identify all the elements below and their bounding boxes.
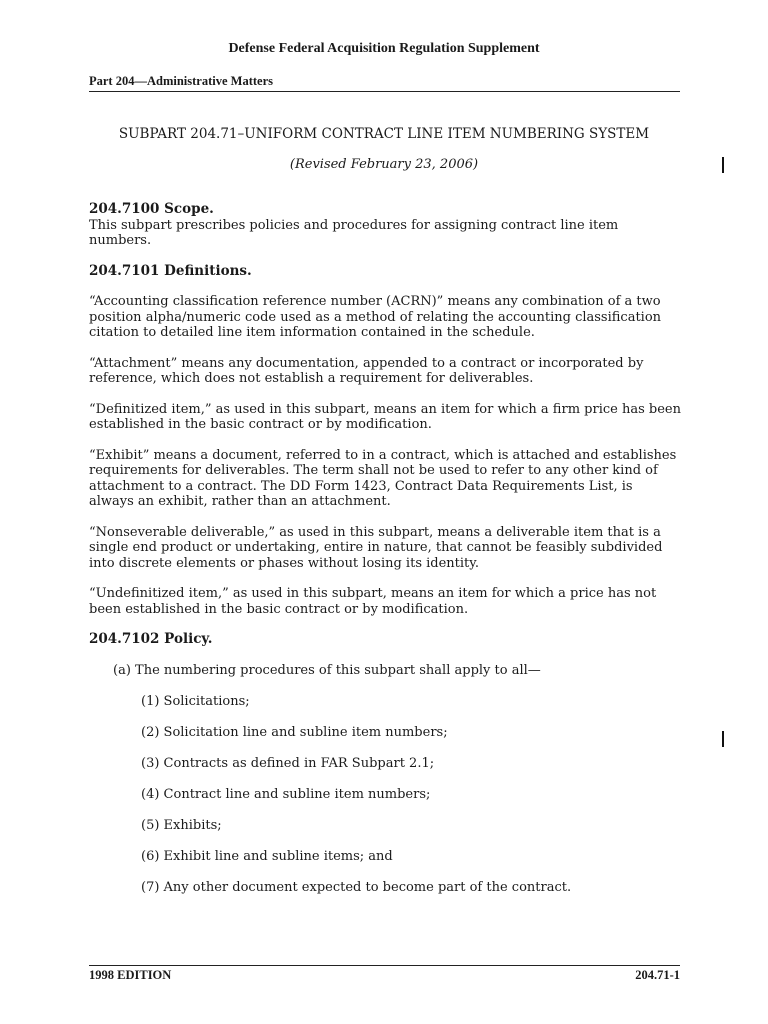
- policy-list-item: (5) Exhibits;: [141, 817, 222, 833]
- subpart-title: SUBPART 204.71–UNIFORM CONTRACT LINE ITEM NUMBERING SYSTEM: [118, 126, 650, 142]
- policy-list-item: (7) Any other document expected to become part of the contract.: [141, 879, 572, 895]
- definition-definitized-item: “Definitized item,” as used in this subpart, means an item for which a firm price has been established in the basic contract or by modification.: [89, 401, 681, 432]
- footer-edition: 1998 EDITION: [89, 968, 172, 982]
- change-bar-marker: [722, 731, 724, 747]
- policy-list-item: (6) Exhibit line and subline items; and: [141, 848, 393, 864]
- header-divider: [89, 91, 680, 92]
- revision-date: (Revised February 23, 2006): [289, 157, 479, 172]
- footer-divider: [89, 965, 680, 966]
- definition-undefinitized-item: “Undefinitized item,” as used in this subpart, means an item for which a price has not been established in the basic contract or by modification.: [89, 586, 657, 617]
- policy-list-item: (4) Contract line and subline item numbers;: [141, 786, 431, 802]
- footer-page-number: 204.71-1: [635, 968, 680, 982]
- definition-exhibit: “Exhibit” means a document, referred to in a contract, which is attached and establishes requirements for deliverables. The term shall not be used to refer to any other kind of attachment to a contract. The DD Form 1423, Contract Data Requirements List, is always an exhibit, rather than an attachment.: [89, 447, 677, 509]
- part-heading: Part 204—Administrative Matters: [89, 74, 273, 88]
- definition-nonseverable-deliverable: “Nonseverable deliverable,” as used in this subpart, means a deliverable item that is a single end product or undertaking, entire in nature, that cannot be feasibly subdivided into discrete elements or phases without losing its identity.: [89, 524, 663, 571]
- document-body: [89, 202, 681, 895]
- policy-list-item: (1) Solicitations;: [141, 693, 250, 709]
- scope-text: This subpart prescribes policies and procedures for assigning contract line item numbers.: [89, 217, 619, 248]
- document-header-title: Defense Federal Acquisition Regulation Supplement: [228, 41, 540, 56]
- section-heading-scope: 204.7100 Scope.: [89, 201, 214, 217]
- definition-attachment: “Attachment” means any documentation, appended to a contract or incorporated by reference, which does not establish a requirement for deliverables.: [89, 355, 644, 386]
- section-heading-policy: 204.7102 Policy.: [89, 631, 213, 647]
- change-bar-marker: [722, 157, 724, 173]
- definition-acrn: “Accounting classification reference number (ACRN)” means any combination of a two position alpha/numeric code used as a method of relating the accounting classification citation to detailed line item information contained in the schedule.: [89, 294, 662, 340]
- policy-paragraph-a: (a) The numbering procedures of this subpart shall apply to all—: [113, 662, 541, 678]
- policy-list-item: (3) Contracts as defined in FAR Subpart 2.1;: [141, 755, 435, 771]
- policy-list-item: (2) Solicitation line and subline item numbers;: [141, 724, 448, 740]
- section-heading-definitions: 204.7101 Definitions.: [89, 262, 252, 279]
